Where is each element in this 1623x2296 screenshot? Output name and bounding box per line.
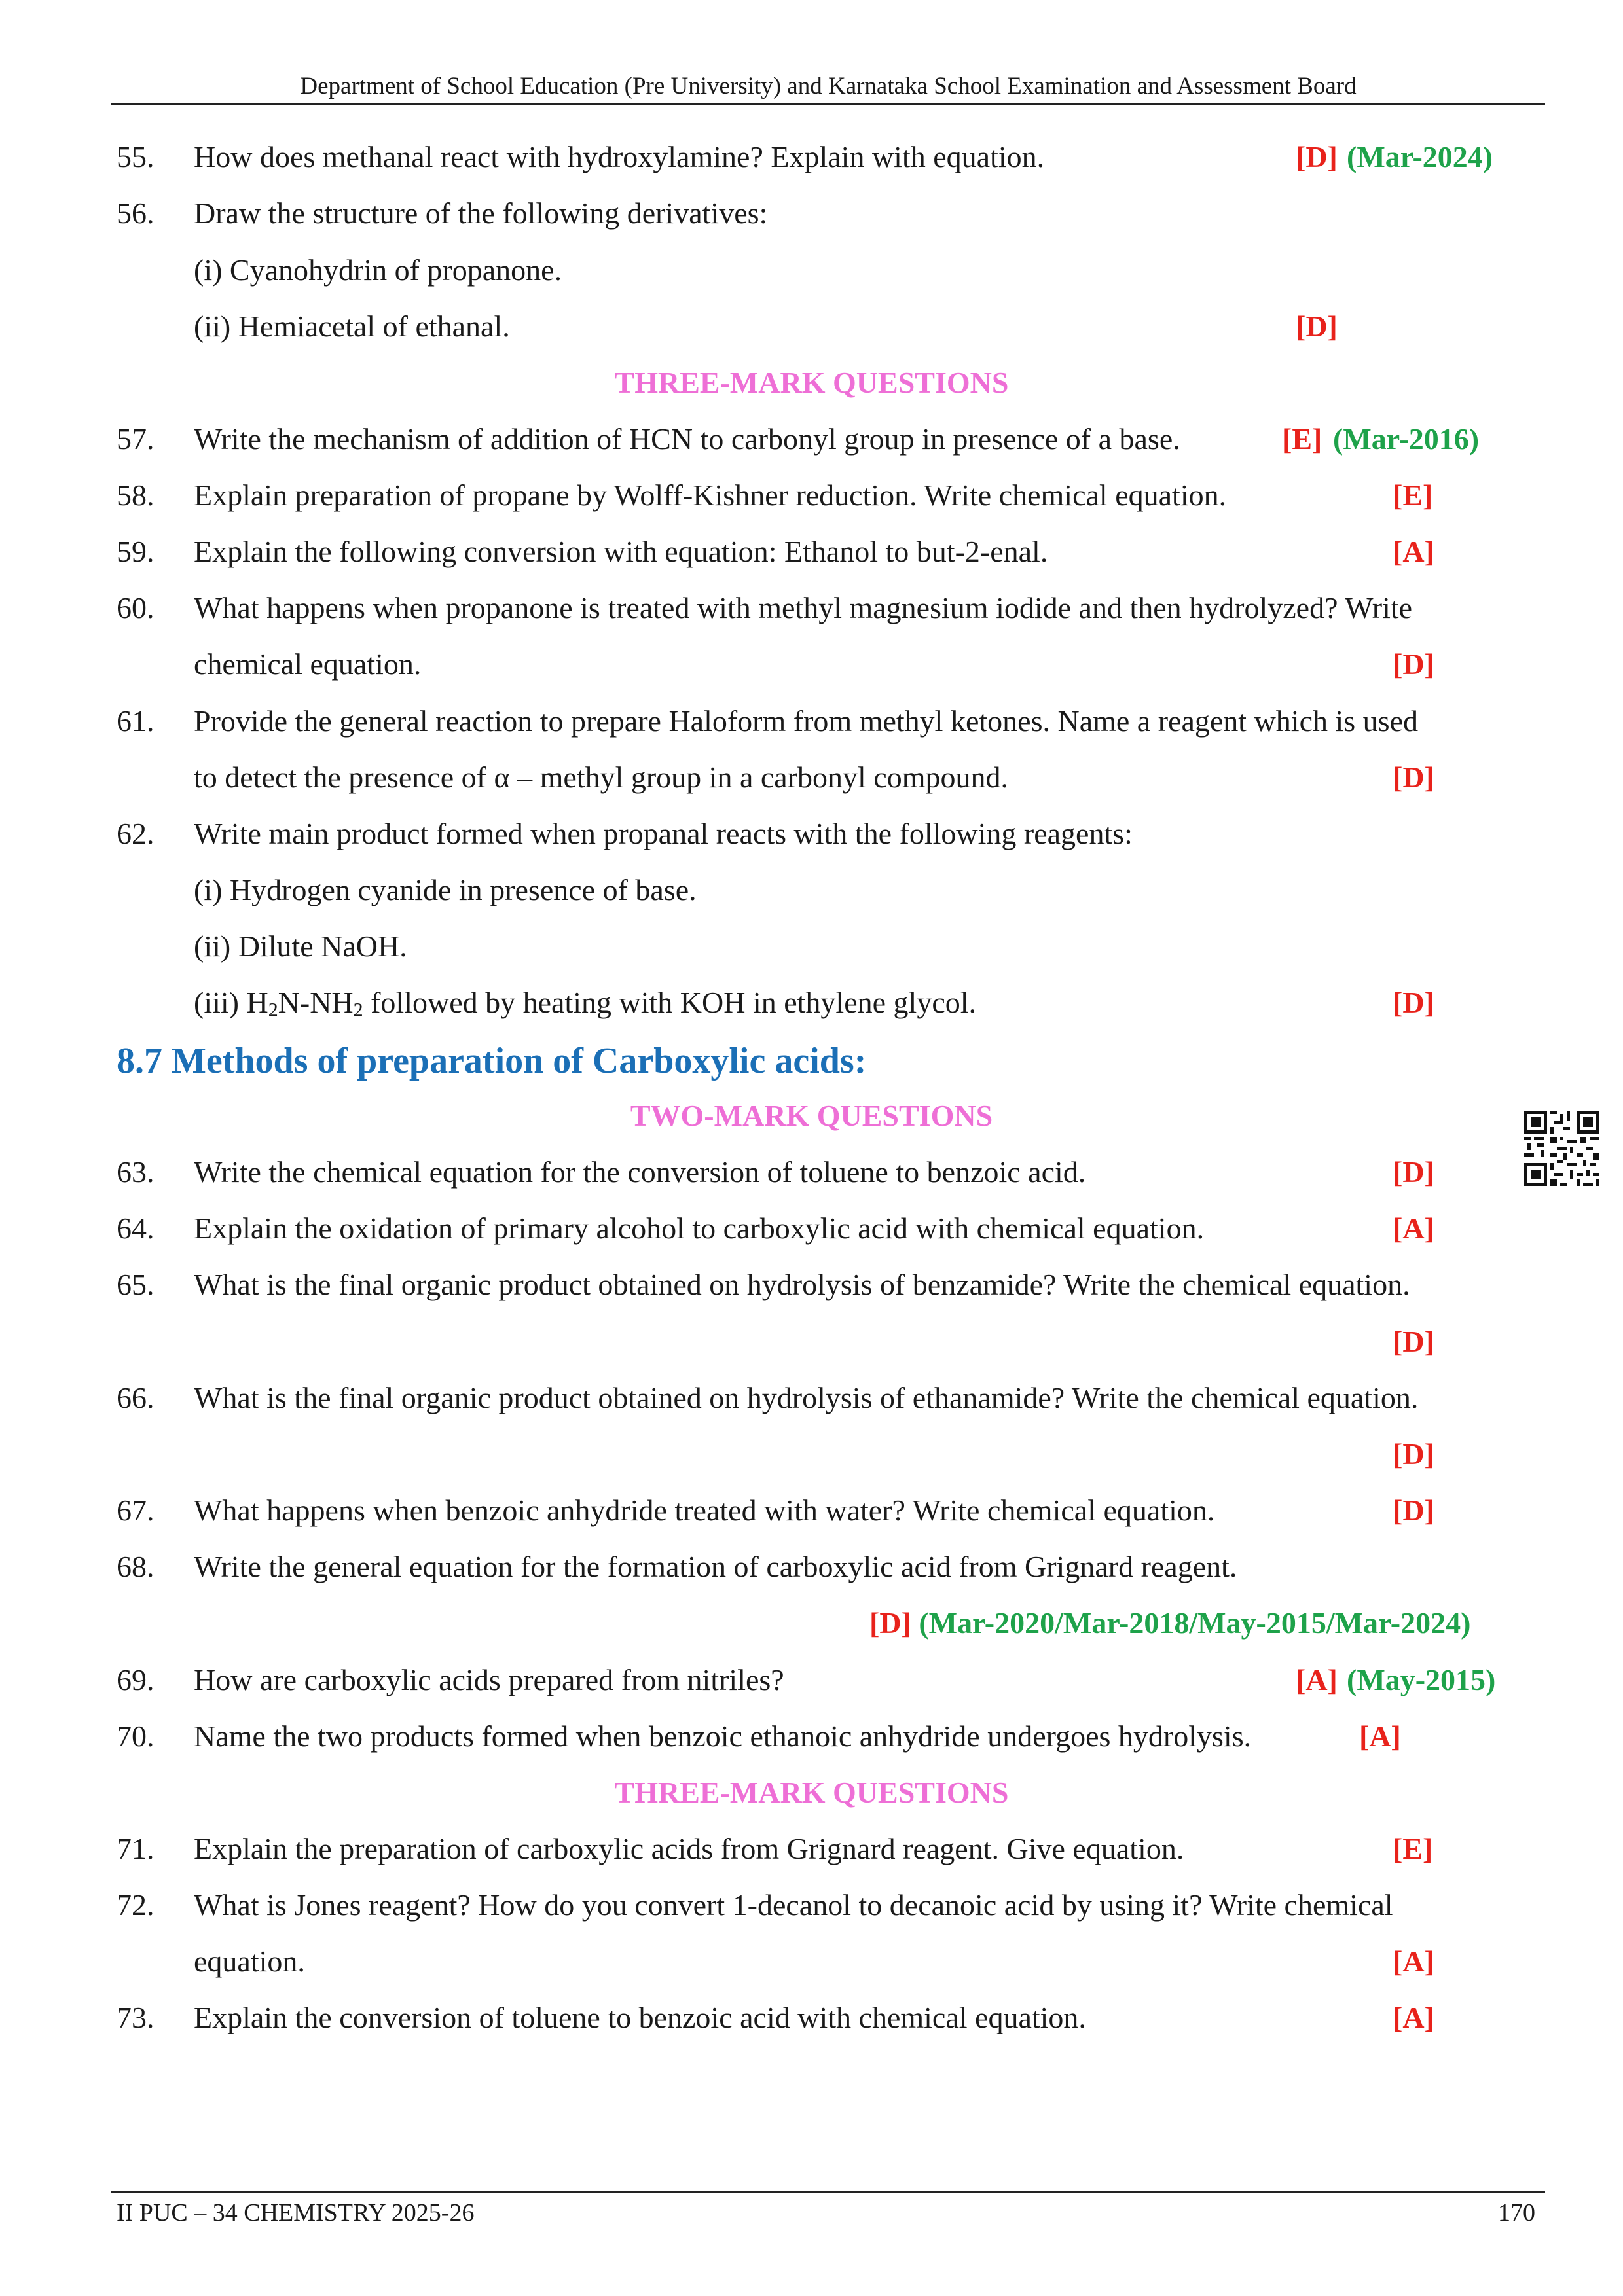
section-heading: 8.7 Methods of preparation of Carboxylic acids: — [117, 1041, 867, 1081]
question-number: 55. — [117, 140, 155, 173]
difficulty-tag: [E] — [1282, 422, 1322, 456]
question-text: Name the two products formed when benzoic ethanoic anhydride undergoes hydrolysis. — [194, 1719, 1252, 1753]
question-number: 62. — [117, 817, 155, 850]
question-62-part-ii: (ii) Dilute NaOH. — [194, 929, 407, 963]
question-number: 56. — [117, 196, 155, 230]
subscript: 2 — [268, 999, 278, 1021]
question-text: Explain the following conversion with equation: Ethanol to but-2-enal. — [194, 535, 1048, 568]
page-number: 170 — [1498, 2199, 1535, 2227]
question-number: 71. — [117, 1832, 155, 1865]
question-number: 69. — [117, 1663, 155, 1696]
question-text: Draw the structure of the following derivatives: — [194, 196, 768, 230]
difficulty-tag: [A] — [1393, 1945, 1434, 1978]
question-number: 66. — [117, 1381, 155, 1414]
difficulty-tag: [D] — [1393, 1437, 1434, 1471]
question-number: 57. — [117, 422, 155, 456]
subscript: 2 — [353, 999, 363, 1021]
question-text: Write the mechanism of addition of HCN to carbonyl group in presence of a base. — [194, 422, 1180, 456]
difficulty-tag: [D] — [1393, 1155, 1434, 1189]
question-number: 68. — [117, 1550, 155, 1583]
question-text: How are carboxylic acids prepared from nitriles? — [194, 1663, 784, 1696]
difficulty-tag: [D] — [1296, 140, 1338, 173]
question-text: Write main product formed when propanal reacts with the following reagents: — [194, 817, 1133, 850]
question-number: 63. — [117, 1155, 155, 1189]
three-mark-heading: THREE-MARK QUESTIONS — [614, 1776, 1009, 1809]
question-number: 67. — [117, 1494, 155, 1527]
question-number: 73. — [117, 2001, 155, 2034]
question-text: What is Jones reagent? How do you convert 1-decanol to decanoic acid by using it? Write chemical — [194, 1888, 1393, 1922]
question-56-part-i: (i) Cyanohydrin of propanone. — [194, 253, 562, 287]
part-iii-text-c: followed by heating with KOH in ethylene glycol. — [363, 986, 977, 1019]
part-iii-text-b: N-NH — [278, 986, 354, 1019]
question-text: What is the final organic product obtained on hydrolysis of benzamide? Write the chemical equation. — [194, 1268, 1410, 1301]
difficulty-tag: [A] — [1393, 1211, 1434, 1245]
question-56-part-ii: (ii) Hemiacetal of ethanal. — [194, 310, 510, 343]
difficulty-tag: [E] — [1393, 478, 1433, 512]
question-number: 59. — [117, 535, 155, 568]
question-text: Write the general equation for the formation of carboxylic acid from Grignard reagent. — [194, 1550, 1237, 1583]
question-62-part-iii — [194, 984, 976, 1021]
difficulty-tag: [E] — [1393, 1832, 1433, 1865]
part-iii-text-a: (iii) H — [194, 986, 268, 1019]
difficulty-tag: [A] — [1359, 1719, 1401, 1753]
exam-year: (May-2015) — [1347, 1663, 1496, 1696]
question-60-line-2: chemical equation. — [194, 647, 422, 681]
difficulty-tag: [D] — [1393, 1325, 1434, 1358]
difficulty-tag: [D] — [869, 1606, 911, 1640]
difficulty-tag: [A] — [1393, 2001, 1434, 2034]
question-text: Explain the oxidation of primary alcohol to carboxylic acid with chemical equation. — [194, 1211, 1205, 1245]
footer-left: II PUC – 34 CHEMISTRY 2025-26 — [117, 2199, 475, 2227]
question-text: What happens when benzoic anhydride treated with water? Write chemical equation. — [194, 1494, 1215, 1527]
difficulty-tag: [D] — [1393, 647, 1434, 681]
three-mark-heading: THREE-MARK QUESTIONS — [614, 366, 1009, 399]
question-number: 70. — [117, 1719, 155, 1753]
question-68-tags — [869, 1605, 1470, 1641]
question-62-part-i: (i) Hydrogen cyanide in presence of base. — [194, 873, 697, 906]
difficulty-tag: [A] — [1393, 535, 1434, 568]
exam-year: (Mar-2020/Mar-2018/May-2015/Mar-2024) — [919, 1606, 1471, 1640]
difficulty-tag: [D] — [1393, 986, 1434, 1019]
difficulty-tag: [D] — [1393, 1494, 1434, 1527]
question-number: 61. — [117, 704, 155, 738]
footer-rule — [111, 2191, 1545, 2193]
question-number: 64. — [117, 1211, 155, 1245]
question-text: Explain the preparation of carboxylic acids from Grignard reagent. Give equation. — [194, 1832, 1184, 1865]
exam-year: (Mar-2016) — [1333, 422, 1480, 456]
difficulty-tag: [D] — [1296, 310, 1338, 343]
question-number: 72. — [117, 1888, 155, 1922]
header-rule — [111, 103, 1545, 105]
page-header: Department of School Education (Pre University) and Karnataka School Examination and Assessment Board — [300, 73, 1357, 99]
difficulty-tag: [A] — [1296, 1663, 1338, 1696]
question-text: Write the chemical equation for the conversion of toluene to benzoic acid. — [194, 1155, 1086, 1189]
difficulty-tag: [D] — [1393, 761, 1434, 794]
question-text: Explain preparation of propane by Wolff-Kishner reduction. Write chemical equation. — [194, 478, 1227, 512]
question-text: How does methanal react with hydroxylamine? Explain with equation. — [194, 140, 1045, 173]
exam-year: (Mar-2024) — [1347, 140, 1493, 173]
question-number: 65. — [117, 1268, 155, 1301]
question-text: Provide the general reaction to prepare Haloform from methyl ketones. Name a reagent which is used — [194, 704, 1418, 738]
question-number: 58. — [117, 478, 155, 512]
question-number: 60. — [117, 591, 155, 624]
question-72-line-2: equation. — [194, 1945, 305, 1978]
two-mark-heading: TWO-MARK QUESTIONS — [630, 1099, 993, 1132]
question-text: Explain the conversion of toluene to benzoic acid with chemical equation. — [194, 2001, 1086, 2034]
question-61-line-2: to detect the presence of α – methyl group in a carbonyl compound. — [194, 761, 1008, 794]
question-text: What is the final organic product obtained on hydrolysis of ethanamide? Write the chemical equation. — [194, 1381, 1419, 1414]
question-text: What happens when propanone is treated with methyl magnesium iodide and then hydrolyzed? Write — [194, 591, 1413, 624]
